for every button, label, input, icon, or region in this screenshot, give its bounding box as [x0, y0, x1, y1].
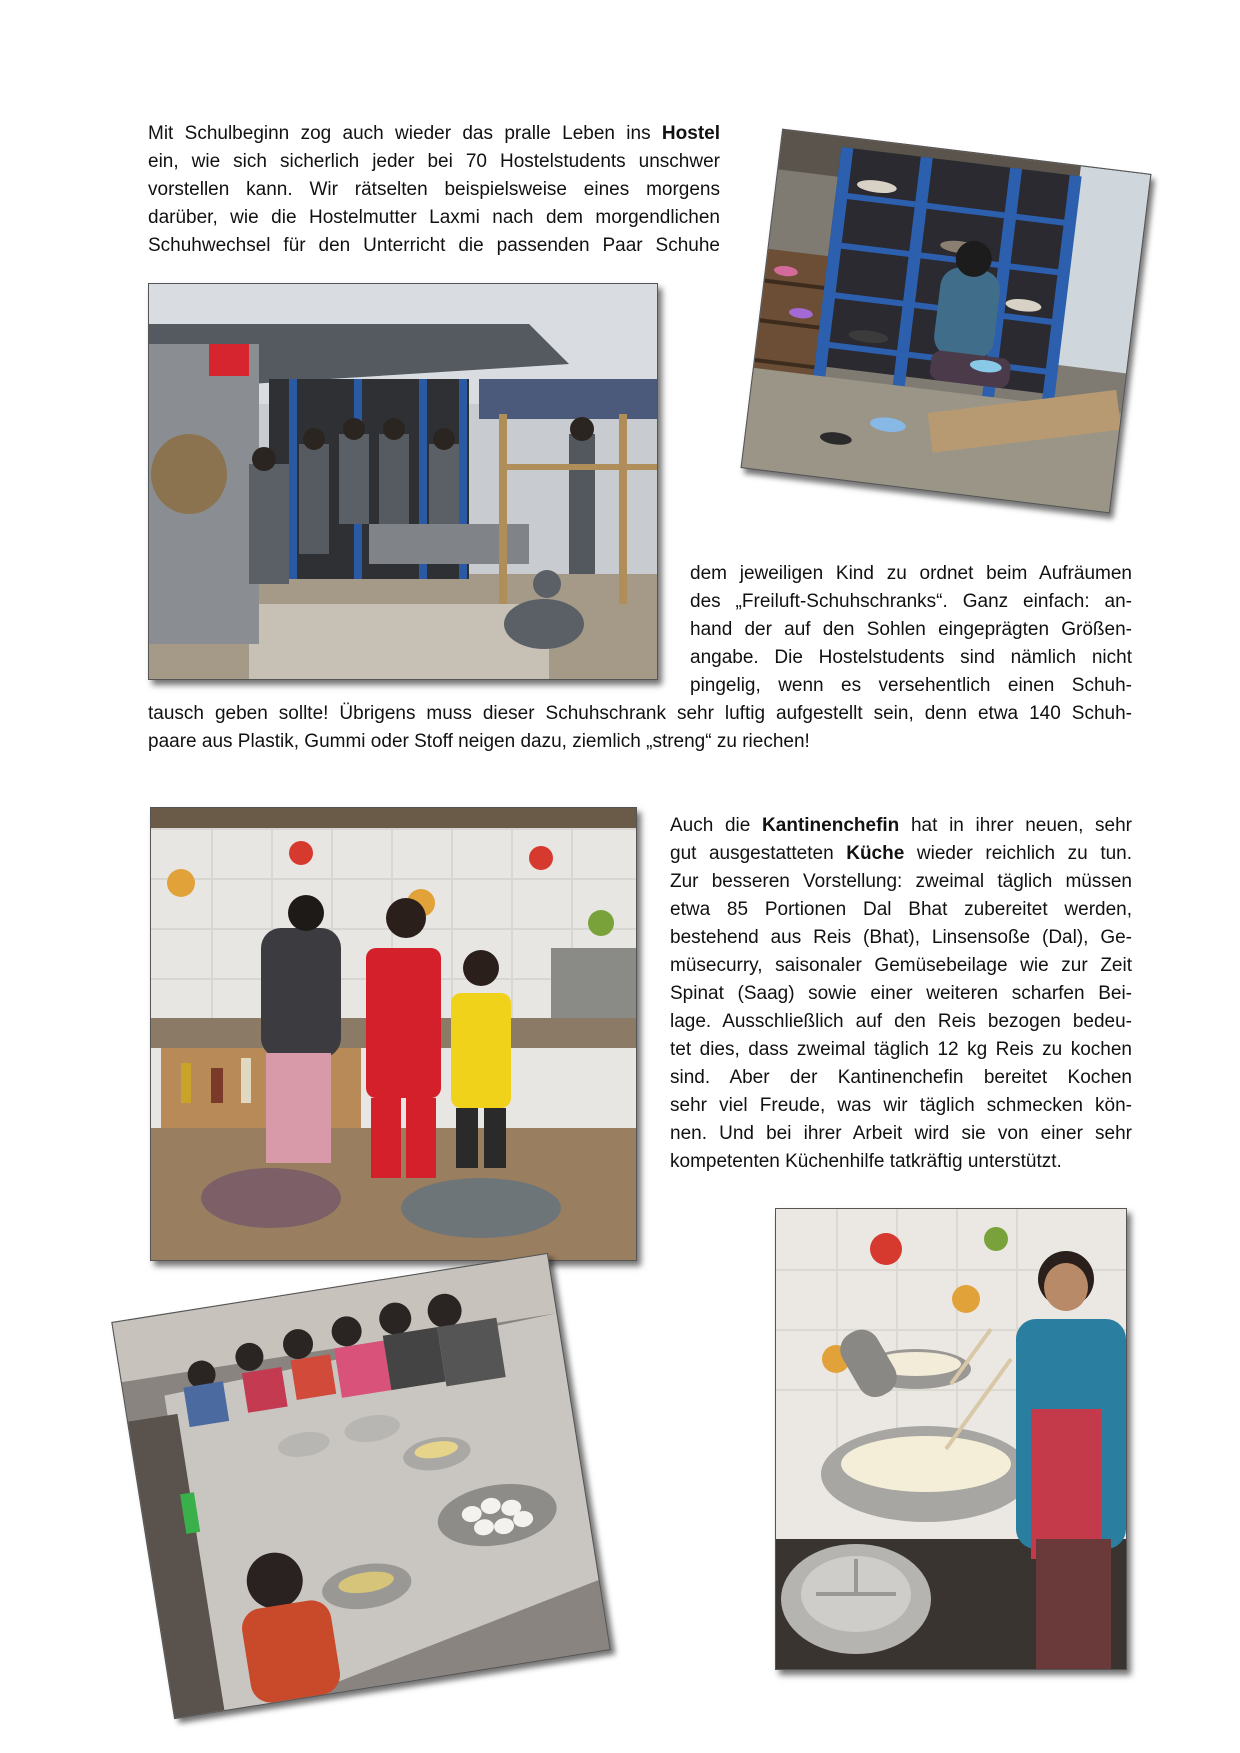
hostel-keyword: Hostel: [661, 123, 720, 144]
text-line: müsecurry, saisonaler Gemüsebeilage wie zur Zeit: [670, 955, 1132, 976]
photo-shoe-rack-woman: [741, 129, 1152, 514]
text-line: Mit Schulbeginn zog auch wieder das pralle Leben ins Hostel: [148, 123, 720, 144]
text-line: hand der auf den Sohlen eingeprägten Größen-: [690, 619, 1132, 640]
text-line: bestehend aus Reis (Bhat), Linsensoße (Dal), Ge-: [670, 927, 1132, 948]
text-line: dem jeweiligen Kind zu ordnet beim Aufräumen: [690, 563, 1132, 584]
hostel-continuation-wide: [148, 700, 1132, 756]
text-line: sehr viel Freude, was wir täglich schmecken kön-: [670, 1095, 1132, 1116]
text-line: paare aus Plastik, Gummi oder Stoff neigen dazu, ziemlich „streng“ zu riechen!: [148, 731, 810, 752]
text-line: tausch geben sollte! Übrigens muss dieser Schuhschrank sehr luftig aufgestellt sein, denn etwa 140 Schuh-: [148, 703, 1132, 724]
kantinenchefin-keyword: Kantinenchefin: [762, 815, 900, 836]
hostel-intro-paragraph: [148, 120, 720, 260]
text-line: nen. Und bei ihrer Arbeit wird sie von einer sehr: [670, 1123, 1132, 1144]
text-line: vorstellen kann. Wir rätselten beispielsweise eines morgens: [148, 179, 720, 200]
kueche-keyword: Küche: [846, 843, 905, 864]
kitchen-paragraph: [670, 812, 1132, 1176]
text-line: Spinat (Saag) sowie einer weiteren scharfen Bei-: [670, 983, 1132, 1004]
text-line: etwa 85 Portionen Dal Bhat zubereitet werden,: [670, 899, 1132, 920]
text-line: sind. Aber der Kantinenchefin bereitet Kochen: [670, 1067, 1132, 1088]
photo-cook-preparing-rice: [775, 1208, 1127, 1670]
text-line: kompetenten Küchenhilfe tatkräftig unterstützt.: [670, 1151, 1062, 1172]
text-line: angabe. Die Hostelstudents sind nämlich nicht: [690, 647, 1132, 668]
text-line: ein, wie sich sicherlich jeder bei 70 Hostelstudents unschwer: [148, 151, 720, 172]
photo-children-eating: [111, 1253, 610, 1719]
text-line: Zur besseren Vorstellung: zweimal täglich müssen: [670, 871, 1132, 892]
text-line: Schuhwechsel für den Unterricht die passenden Paar Schuhe: [148, 235, 720, 256]
text-line: pingelig, wenn es versehentlich einen Schuh-: [690, 675, 1132, 696]
text-line: tet dies, dass zweimal täglich 12 kg Reis zu kochen: [670, 1039, 1132, 1060]
text-line: Auch die Kantinenchefin hat in ihrer neuen, sehr: [670, 815, 1132, 836]
hostel-continuation-narrow: [690, 560, 1132, 700]
text-line: des „Freiluft-Schuhschranks“. Ganz einfach: an-: [690, 591, 1132, 612]
text-line: lage. Ausschließlich auf den Reis bezogen bedeu-: [670, 1011, 1132, 1032]
text-line: darüber, wie die Hostelmutter Laxmi nach dem morgendlichen: [148, 207, 720, 228]
photo-shoe-shed-children: [148, 283, 658, 680]
photo-kitchen-children: [150, 807, 637, 1261]
text-line: gut ausgestatteten Küche wieder reichlich zu tun.: [670, 843, 1133, 864]
